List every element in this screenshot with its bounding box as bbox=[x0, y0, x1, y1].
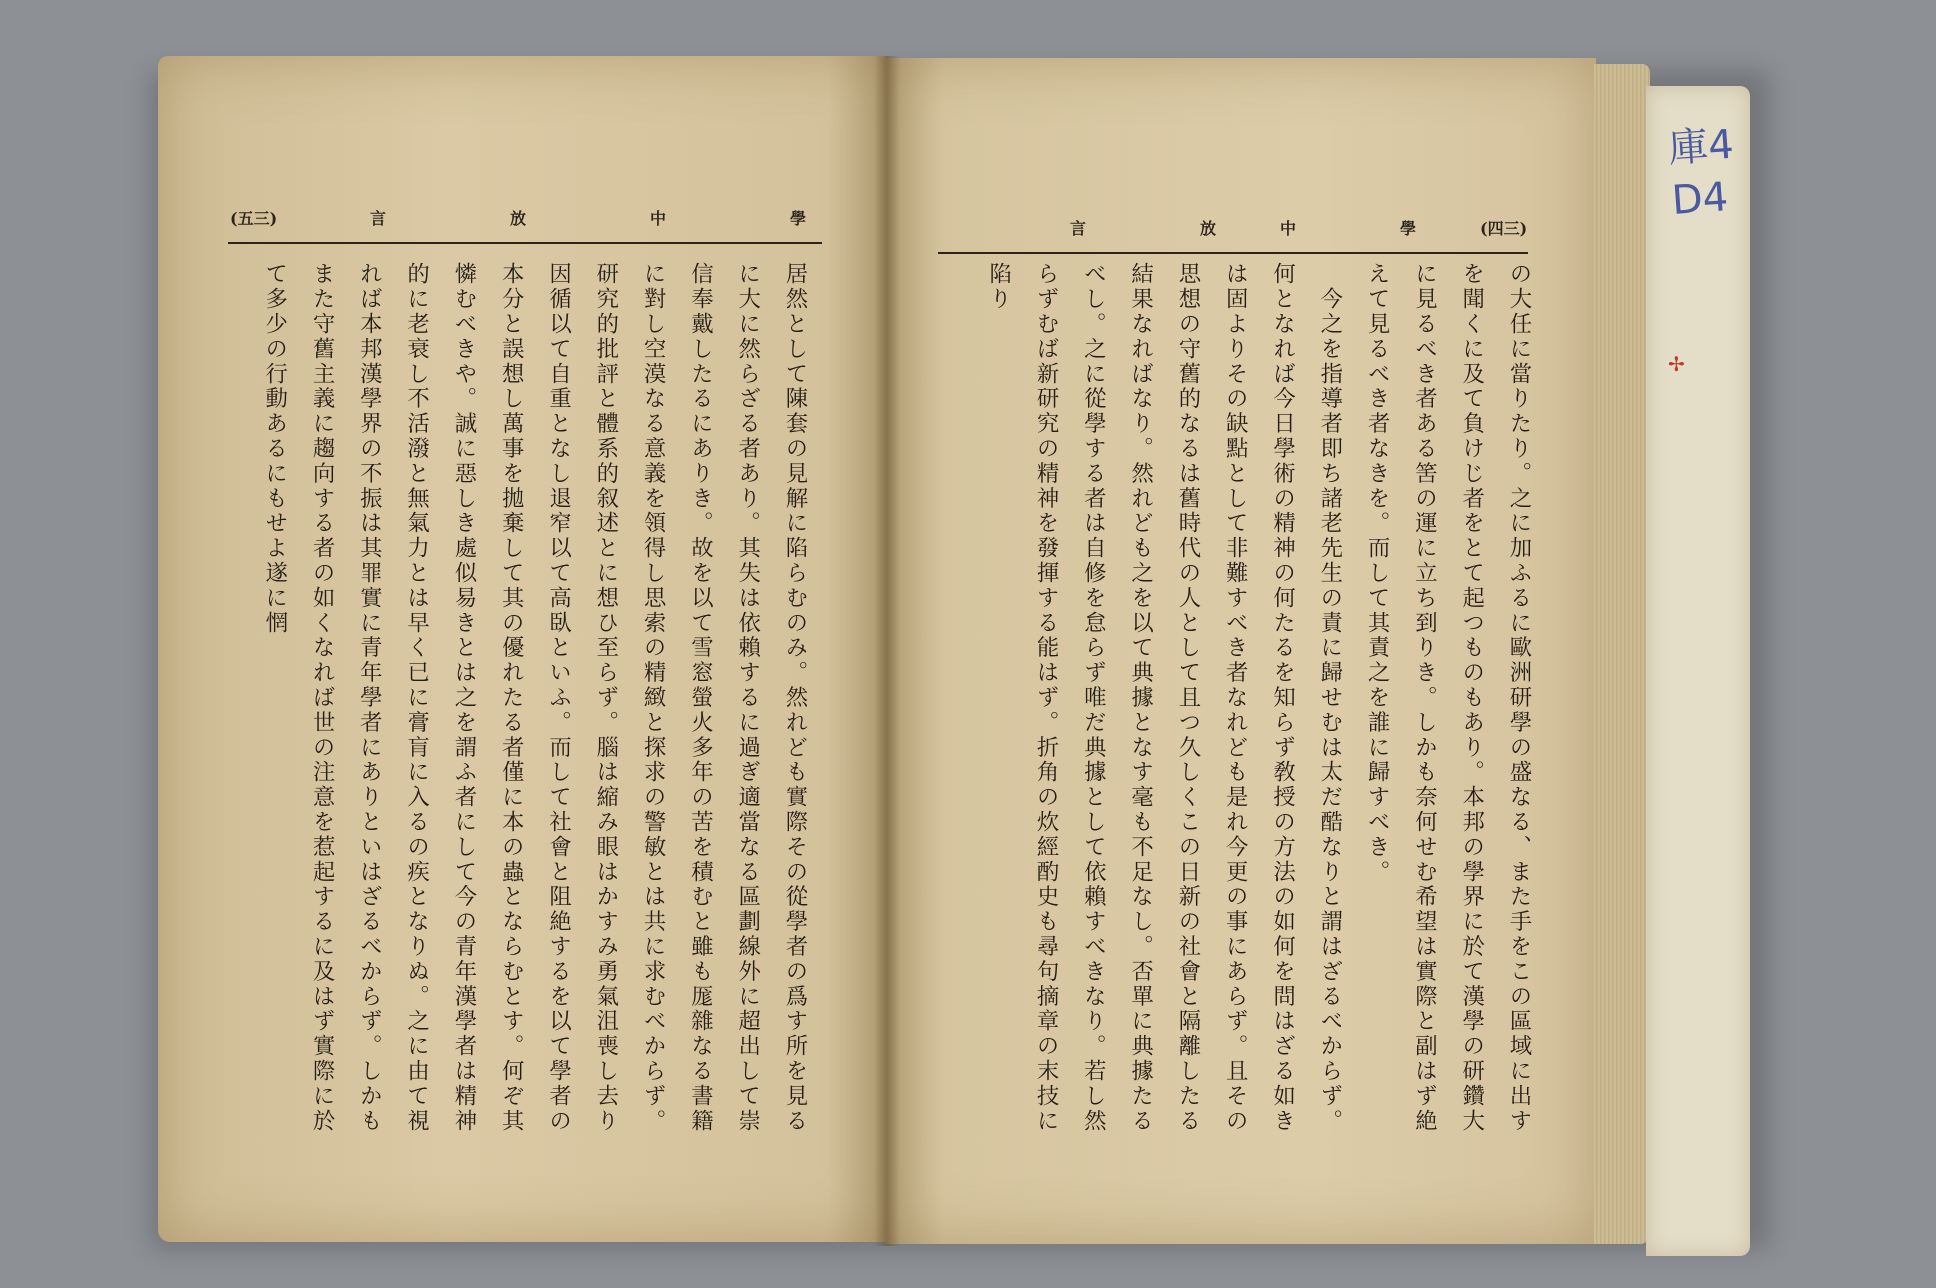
right-page-number: (四三) bbox=[1480, 219, 1528, 238]
handwritten-line-2: D4 bbox=[1670, 174, 1730, 225]
red-ink-mark-icon: ✢ bbox=[1668, 352, 1685, 376]
left-header-char-3: 放 bbox=[510, 209, 527, 228]
page-edges bbox=[1594, 64, 1650, 1244]
right-header-rule bbox=[938, 252, 1528, 254]
right-running-header bbox=[1050, 216, 1560, 252]
left-header-char-1: 學 bbox=[790, 209, 807, 228]
right-header-char-4: 言 bbox=[1070, 219, 1087, 238]
left-page-body-text: 居然として陳套の見解に陷らむのみ。然れども實際その從學者の爲す所を見るに大に然らざる者あり。其失は依賴するに過ぎ適當なる區劃線外に超出して崇信奉戴したるにありき。故を以て雪窓螢火多年の苦を積むと雖も厖雜なる書籍に對し空漠なる意義を領得し思索の精緻と探求の警敏とは共に求むべからず。研究的批評と體系的叙述とに想ひ至らず。腦は縮み眼はかすみ勇氣沮喪し去り因循以て自重となし退窄以て高臥といふ。而して社會と阻絶するを以て學者の本分と誤想し萬事を拋棄して其の優れたる者僅に本の蟲とならむとす。何ぞ其憐むべきや。誠に惡しき處似易きとは之を謂ふ者にして今の青年漢學者は精神的に老衰し不活潑と無氣力とは早く已に膏肓に入るの疾となりぬ。之に由て視れば本邦漢學界の不振は其罪實に青年學者にありといはざるべからず。しかもまた守舊主義に趨向する者の如くなれば世の注意を惹起するに及はず實際に於て多少の行動あるにもせよ遂に惘 bbox=[261, 262, 808, 1134]
book-gutter bbox=[874, 56, 900, 1246]
left-header-char-4: 言 bbox=[370, 209, 387, 228]
handwritten-catalog-mark bbox=[1666, 117, 1763, 227]
right-header-char-2: 中 bbox=[1280, 219, 1297, 238]
left-header-char-2: 中 bbox=[650, 209, 667, 228]
right-page-body-text: の大任に當りたり。之に加ふるに歐洲研學の盛なる、また手をこの區域に出すを聞くに及て負けじ者をとて起つものもあり。本邦の學界に於て漢學の研鑽大に見るべき者ある筈の運に立ち到りき。しかも奈何せむ希望は實際と副はず絶えて見るべき者なきを。而して其責之を誰に歸すべき。 今之を指導者即ち諸老先生の責に歸せむは太だ酷なりと謂はざるべからず。何となれば今日學術の精神の何たるを知らず敎授の方法の如何を問はざる如きは固よりその缺點として非難すべき者なれども是れ今更の事にあらず。且その思想の守舊的なるは舊時代の人として且つ久しくこの日新の社會と隔離したる結果なればなり。然れども之を以て典據となす毫も不足なし。否單に典據たるべし。之に從學する者は自修を怠らず唯だ典據として依賴すべきなり。若し然らずむば新研究の精神を發揮する能はず。折角の炊經酌史も尋句摘章の末技に陷り bbox=[985, 262, 1532, 1134]
endpaper bbox=[1646, 86, 1750, 1256]
right-header-char-3: 放 bbox=[1200, 219, 1217, 238]
left-header-rule bbox=[228, 242, 822, 244]
right-header-char-1: 學 bbox=[1400, 219, 1417, 238]
left-running-header bbox=[230, 206, 810, 242]
handwritten-line-1: 庫4 bbox=[1666, 121, 1736, 173]
left-page-number: (五三) bbox=[230, 209, 278, 228]
